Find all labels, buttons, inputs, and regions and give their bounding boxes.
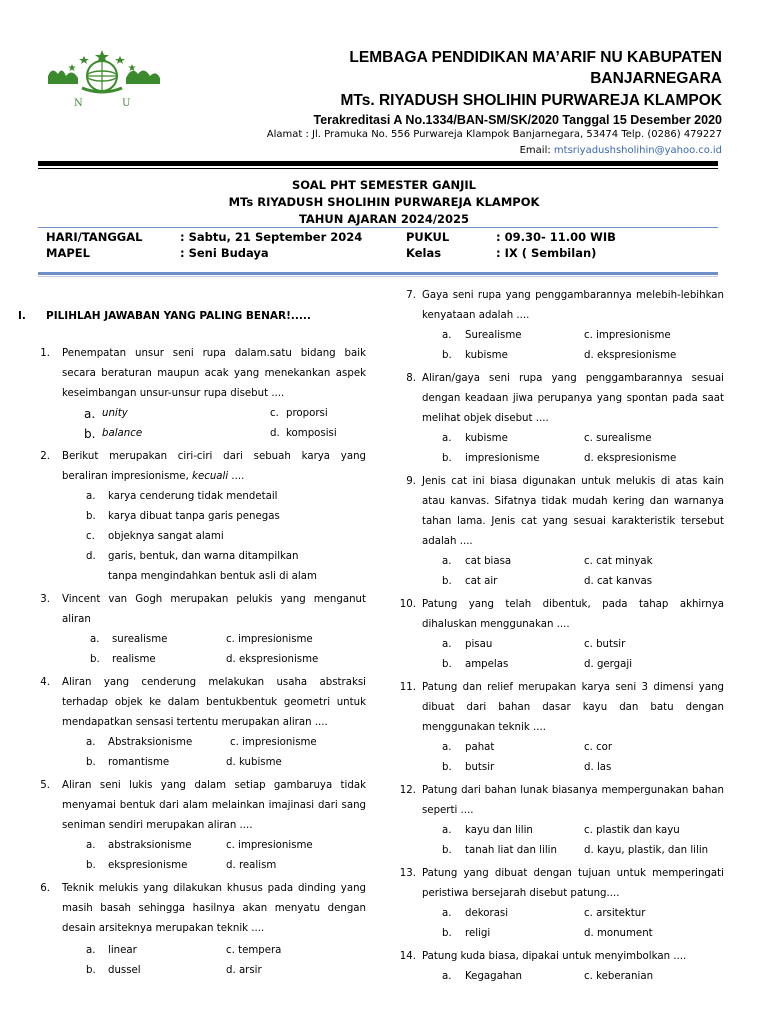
option-letter: b. bbox=[442, 659, 452, 670]
question-2 bbox=[18, 447, 366, 587]
question-number: 12. bbox=[399, 785, 416, 796]
option-letter: b. bbox=[84, 427, 96, 441]
option-letter: a. bbox=[442, 330, 452, 341]
option-letter: c. bbox=[86, 531, 95, 542]
question-4 bbox=[18, 673, 366, 773]
option-letter: a. bbox=[442, 908, 452, 919]
option-row bbox=[18, 507, 366, 527]
option-row bbox=[18, 487, 366, 507]
question-text: Jenis cat ini biasa digunakan untuk melukis di atas kain atau kanvas. Sifatnya tidak mudah kering dan warnanya tahan lama. Jenis cat yang sesuai karakteristik tersebut adalah .... bbox=[422, 476, 724, 547]
question-number: 8. bbox=[406, 373, 416, 384]
school-name: MTs. RIYADUSH SHOLIHIN PURWAREJA KLAMPOK bbox=[340, 92, 722, 109]
option-letter: a. bbox=[442, 639, 452, 650]
question-text: Aliran seni lukis yang dalam setiap gambaruya tidak menyamai bentuk dari alam melainkan imajinasi dari sang seniman sendiri merupakan aliran .... bbox=[62, 780, 366, 831]
option-row bbox=[18, 650, 366, 670]
question-number: 7. bbox=[406, 290, 416, 301]
option-row bbox=[396, 429, 724, 449]
option-c[interactable]: c. plastik dan kayu bbox=[584, 825, 680, 836]
option-c[interactable]: proporsi bbox=[286, 408, 328, 419]
option-b[interactable]: tanah liat dan lilin bbox=[465, 845, 557, 856]
option-row bbox=[18, 527, 366, 547]
option-c[interactable]: c. arsitektur bbox=[584, 908, 646, 919]
option-row bbox=[396, 346, 724, 366]
option-a[interactable]: kubisme bbox=[465, 433, 508, 444]
email-line bbox=[520, 145, 722, 156]
question-number: 4. bbox=[40, 677, 50, 688]
option-b[interactable]: karya dibuat tanpa garis penegas bbox=[108, 511, 280, 522]
option-letter: b. bbox=[90, 654, 100, 665]
option-letter: a. bbox=[86, 945, 96, 956]
header-rule-thick bbox=[38, 161, 718, 166]
option-row bbox=[18, 836, 366, 856]
option-a[interactable]: Kegagahan bbox=[465, 971, 523, 982]
time-label: PUKUL bbox=[406, 230, 450, 244]
option-a[interactable]: dekorasi bbox=[465, 908, 509, 919]
option-letter: b. bbox=[442, 576, 452, 587]
question-text: Patung dan relief merupakan karya seni 3 dimensi yang dibuat dari bahan dasar kayu dan batu dengan menggunakan teknik .... bbox=[422, 682, 724, 733]
question-number: 1. bbox=[40, 348, 50, 359]
option-d[interactable]: komposisi bbox=[286, 428, 337, 439]
question-text: Penempatan unsur seni rupa dalam.satu bidang baik secara beraturan maupun acak yang menekankan aspek keseimbangan unsur-unsur rupa disebut .... bbox=[62, 348, 366, 399]
option-letter: a. bbox=[86, 737, 96, 748]
question-text: Patung yang dibuat dengan tujuan untuk memperingati peristiwa bersejarah disebut patung.... bbox=[422, 868, 724, 899]
option-a[interactable]: surealisme bbox=[112, 634, 168, 645]
exam-school: MTs RIYADUSH SHOLIHIN PURWAREJA KLAMPOK bbox=[228, 195, 540, 209]
question-14 bbox=[396, 947, 724, 987]
section-title: PILIHLAH JAWABAN YANG PALING BENAR!..... bbox=[46, 310, 311, 322]
option-c[interactable]: c. surealisme bbox=[584, 433, 652, 444]
question-number: 11. bbox=[399, 682, 416, 693]
option-b[interactable]: impresionisme bbox=[465, 453, 540, 464]
option-b[interactable]: butsir bbox=[465, 762, 495, 773]
option-c[interactable]: c. cat minyak bbox=[584, 556, 653, 567]
question-9 bbox=[396, 472, 724, 592]
option-d[interactable]: d. gergaji bbox=[584, 659, 633, 670]
institution-line-1: LEMBAGA PENDIDIKAN MA’ARIF NU KABUPATEN bbox=[349, 49, 722, 66]
question-text: Aliran/gaya seni rupa yang penggambarannya sesuai dengan keadaan jiwa perupanya yang spontan pada saat melihat objek disebut .... bbox=[422, 373, 724, 424]
option-row bbox=[18, 856, 366, 876]
option-c[interactable]: c. impresionisme bbox=[226, 840, 313, 851]
option-row bbox=[396, 967, 724, 987]
option-row bbox=[396, 552, 724, 572]
option-a[interactable]: Abstraksionisme bbox=[108, 737, 193, 748]
question-number: 3. bbox=[40, 594, 50, 605]
option-row bbox=[396, 326, 724, 346]
option-letter: b. bbox=[442, 845, 452, 856]
option-b[interactable]: ekspresionisme bbox=[108, 860, 188, 871]
option-letter: b. bbox=[86, 757, 96, 768]
institution-line-2: BANJARNEGARA bbox=[590, 70, 722, 87]
option-letter: a. bbox=[442, 556, 452, 567]
option-a[interactable]: linear bbox=[108, 945, 137, 956]
option-b[interactable]: dussel bbox=[108, 965, 141, 976]
option-a[interactable]: kayu dan lilin bbox=[465, 825, 533, 836]
question-8 bbox=[396, 369, 724, 469]
option-a[interactable]: Surealisme bbox=[465, 330, 522, 341]
option-row bbox=[396, 738, 724, 758]
option-letter: b. bbox=[86, 965, 96, 976]
option-letter: a. bbox=[86, 840, 96, 851]
option-letter: b. bbox=[442, 762, 452, 773]
subject-label: MAPEL bbox=[46, 246, 90, 260]
option-c[interactable]: c. impresionisme bbox=[226, 634, 313, 645]
option-row bbox=[396, 924, 724, 944]
accreditation: Terakreditasi A No.1334/BAN-SM/SK/2020 Tanggal 15 Desember 2020 bbox=[313, 113, 722, 127]
option-d[interactable]: d. ekspresionisme bbox=[584, 453, 677, 464]
option-row bbox=[18, 547, 366, 587]
option-row bbox=[396, 821, 724, 841]
section-heading bbox=[18, 310, 366, 330]
day-value: : Sabtu, 21 September 2024 bbox=[180, 230, 363, 244]
option-row bbox=[396, 758, 724, 778]
question-text: Aliran yang cenderung melakukan usaha abstraksi terhadap objek ke dalam bentukbentuk geometri untuk mendapatkan sensasi tertentu merupakan aliran .... bbox=[62, 677, 366, 728]
question-number: 14. bbox=[399, 951, 416, 962]
question-11 bbox=[396, 678, 724, 778]
questions-right-column bbox=[396, 286, 724, 990]
option-d[interactable]: d. las bbox=[584, 762, 612, 773]
option-letter: a. bbox=[442, 825, 452, 836]
option-c[interactable]: c. tempera bbox=[226, 945, 282, 956]
question-number: 5. bbox=[40, 780, 50, 791]
question-text: Patung yang telah dibentuk, pada tahap akhirnya dihaluskan menggunakan .... bbox=[422, 599, 724, 630]
question-3 bbox=[18, 590, 366, 670]
option-c[interactable]: c. impresionisme bbox=[230, 737, 317, 748]
option-letter: d. bbox=[86, 551, 96, 562]
question-number: 6. bbox=[40, 883, 50, 894]
option-row bbox=[396, 635, 724, 655]
question-text bbox=[62, 447, 366, 487]
option-d[interactable]: d. realism bbox=[226, 860, 277, 871]
info-rule-bottom bbox=[38, 272, 718, 275]
option-b[interactable]: ampelas bbox=[465, 659, 509, 670]
time-value: : 09.30- 11.00 WIB bbox=[496, 230, 616, 244]
subject-value: : Seni Budaya bbox=[180, 246, 269, 260]
questions-left-column bbox=[18, 288, 366, 984]
nu-logo bbox=[44, 48, 164, 110]
question-number: 13. bbox=[399, 868, 416, 879]
option-a[interactable]: pahat bbox=[465, 742, 495, 753]
option-a[interactable]: abstraksionisme bbox=[108, 840, 192, 851]
exam-title: SOAL PHT SEMESTER GANJIL bbox=[291, 178, 476, 192]
email-label: Email: bbox=[519, 145, 554, 156]
question-text-end: .... bbox=[228, 471, 245, 482]
option-b[interactable]: balance bbox=[102, 428, 143, 439]
option-row bbox=[396, 572, 724, 592]
option-row bbox=[396, 449, 724, 469]
option-a[interactable]: unity bbox=[102, 408, 128, 419]
option-a[interactable]: cat biasa bbox=[465, 556, 512, 567]
section-number: I. bbox=[18, 310, 26, 322]
question-1 bbox=[18, 344, 366, 444]
option-d[interactable]: d. monument bbox=[584, 928, 653, 939]
option-d[interactable]: d. ekspresionisme bbox=[226, 654, 319, 665]
option-letter: a. bbox=[84, 407, 96, 421]
question-12 bbox=[396, 781, 724, 861]
option-letter: a. bbox=[442, 742, 452, 753]
option-d[interactable]: garis, bentuk, dan warna ditampilkan tanpa mengindahkan bentuk asli di alam bbox=[108, 551, 317, 582]
option-d[interactable]: d. kubisme bbox=[226, 757, 282, 768]
option-row bbox=[18, 941, 366, 961]
question-10 bbox=[396, 595, 724, 675]
question-7 bbox=[396, 286, 724, 366]
option-row bbox=[18, 630, 366, 650]
question-number: 10. bbox=[399, 599, 416, 610]
address: Alamat : Jl. Pramuka No. 556 Purwareja Klampok Banjarnegara, 53474 Telp. (0286) 479227 bbox=[266, 129, 722, 140]
email-link[interactable]: mtsriyadushsholihin@yahoo.co.id bbox=[553, 145, 722, 156]
logo-letter-n: N bbox=[74, 98, 83, 109]
option-b[interactable]: kubisme bbox=[465, 350, 508, 361]
logo-letter-u: U bbox=[122, 98, 131, 109]
question-text: Teknik melukis yang dilakukan khusus pada dinding yang masih basah sehingga hasilnya akan menyatu dengan desain arsiteknya merupakan teknik .... bbox=[62, 883, 366, 934]
option-letter: d. bbox=[270, 428, 280, 439]
question-text-emphasis: kecuali bbox=[192, 471, 229, 482]
class-label: Kelas bbox=[406, 246, 442, 260]
option-c[interactable]: c. impresionisme bbox=[584, 330, 671, 341]
option-letter: a. bbox=[442, 433, 452, 444]
option-c[interactable]: c. keberanian bbox=[584, 971, 654, 982]
option-d[interactable]: d. kayu, plastik, dan lilin bbox=[584, 845, 709, 856]
option-d[interactable]: d. ekspresionisme bbox=[584, 350, 677, 361]
question-13 bbox=[396, 864, 724, 944]
option-b[interactable]: religi bbox=[465, 928, 491, 939]
option-letter: b. bbox=[86, 860, 96, 871]
question-text: Patung dari bahan lunak biasanya mempergunakan bahan seperti .... bbox=[422, 785, 724, 816]
option-row bbox=[18, 733, 366, 753]
option-letter: a. bbox=[86, 491, 96, 502]
question-number: 2. bbox=[40, 451, 50, 462]
option-d[interactable]: d. arsir bbox=[226, 965, 262, 976]
question-number: 9. bbox=[406, 476, 416, 487]
option-b[interactable]: cat air bbox=[465, 576, 498, 587]
option-c[interactable]: c. butsir bbox=[584, 639, 626, 650]
option-letter: b. bbox=[442, 453, 452, 464]
question-text: Vincent van Gogh merupakan pelukis yang menganut aliran bbox=[62, 594, 366, 625]
question-text: Patung kuda biasa, dipakai untuk menyimbolkan .... bbox=[422, 951, 687, 962]
option-letter: b. bbox=[442, 350, 452, 361]
question-text: Gaya seni rupa yang penggambarannya melebih-lebihkan kenyataan adalah .... bbox=[422, 290, 724, 321]
option-row bbox=[18, 424, 366, 444]
info-rule-top bbox=[38, 227, 718, 228]
header-rule-thin bbox=[38, 168, 718, 169]
option-c[interactable]: objeknya sangat alami bbox=[108, 531, 224, 542]
info-rule-bottom-shadow bbox=[38, 276, 718, 277]
option-row bbox=[18, 404, 366, 424]
option-row bbox=[18, 961, 366, 981]
option-row bbox=[396, 904, 724, 924]
exam-year: TAHUN AJARAN 2024/2025 bbox=[298, 212, 470, 226]
option-row bbox=[396, 841, 724, 861]
option-letter: b. bbox=[442, 928, 452, 939]
option-d[interactable]: d. cat kanvas bbox=[584, 576, 653, 587]
question-6 bbox=[18, 879, 366, 981]
question-5 bbox=[18, 776, 366, 876]
option-letter: a. bbox=[90, 634, 100, 645]
day-label: HARI/TANGGAL bbox=[46, 230, 143, 244]
option-b[interactable]: realisme bbox=[112, 654, 156, 665]
option-row bbox=[18, 753, 366, 773]
class-value: : IX ( Sembilan) bbox=[496, 246, 597, 260]
option-letter: c. bbox=[270, 408, 279, 419]
question-text-main: Berikut merupakan ciri-ciri dari sebuah karya yang beraliran impresionisme, bbox=[62, 451, 366, 482]
option-a[interactable]: karya cenderung tidak mendetail bbox=[108, 491, 278, 502]
option-a[interactable]: pisau bbox=[465, 639, 493, 650]
option-b[interactable]: romantisme bbox=[108, 757, 170, 768]
option-row bbox=[396, 655, 724, 675]
option-letter: b. bbox=[86, 511, 96, 522]
option-c[interactable]: c. cor bbox=[584, 742, 613, 753]
option-letter: a. bbox=[442, 971, 452, 982]
